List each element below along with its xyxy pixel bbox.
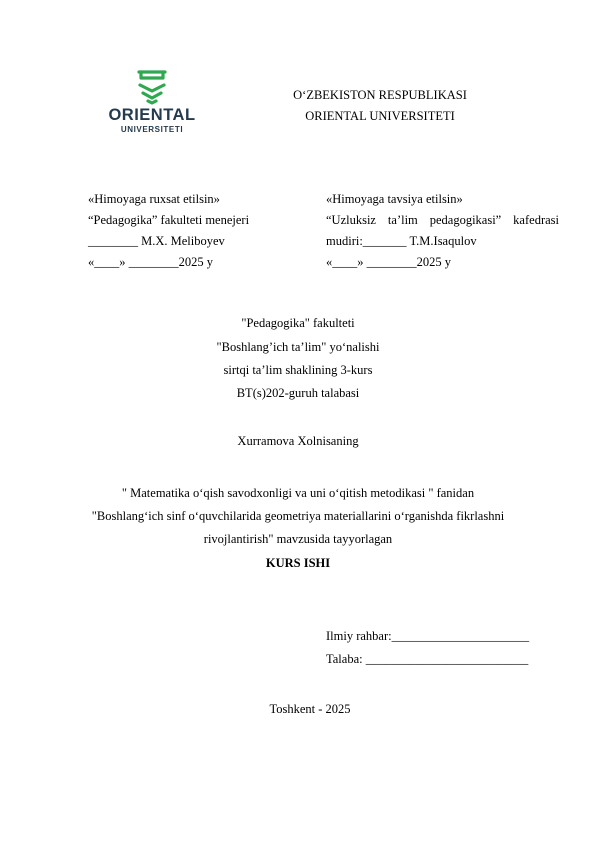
topic-title-line1: "Boshlang‘ich sinf o‘quvchilarida geometriya materiallarini o‘rganishda fikrlashni <box>91 509 505 523</box>
approval-left <box>88 189 288 273</box>
republic-title: O‘ZBEKISTON RESPUBLIKASI <box>293 88 467 102</box>
approval-left-position: “Pedagogika” fakulteti menejeri <box>88 213 250 227</box>
student-name: Xurramova Xolnisaning <box>237 434 359 448</box>
logo-subtitle: UNIVERSITETI <box>120 125 184 134</box>
group-line: BT(s)202-guruh talabasi <box>236 386 360 400</box>
oriental-university-emblem-icon <box>104 68 200 108</box>
work-type: KURS ISHI <box>265 556 331 570</box>
topic-title-line2: rivojlantirish" mavzusida tayyorlagan <box>203 532 393 546</box>
logo-wordmark: ORIENTAL <box>108 106 196 124</box>
approval-left-signature: ________ M.X. Meliboyev <box>88 234 225 248</box>
approval-right-signature: mudiri:_______ T.M.Isaqulov <box>326 234 477 248</box>
university-title: ORIENTAL UNIVERSITETI <box>305 109 455 123</box>
university-logo <box>104 68 200 138</box>
subject-line: " Matematika o‘qish savodxonligi va uni o‘qitish metodikasi " fanidan <box>121 486 475 500</box>
approval-left-heading: «Himoyaga ruxsat etilsin» <box>88 192 220 206</box>
approval-right-heading: «Himoyaga tavsiya etilsin» <box>326 192 463 206</box>
approval-right-date: «____» ________2025 y <box>326 255 451 269</box>
direction-line: "Boshlang’ich ta’lim" yo‘nalishi <box>216 340 380 354</box>
place-year: Toshkent - 2025 <box>269 702 351 716</box>
approval-right <box>326 189 559 273</box>
approval-left-date: «____» ________2025 y <box>88 255 213 269</box>
supervisor-signature: Ilmiy rahbar:______________________ <box>326 629 530 643</box>
faculty-line: "Pedagogika" fakulteti <box>241 316 355 330</box>
student-signature: Talaba: __________________________ <box>326 652 529 666</box>
study-form-line: sirtqi ta’lim shaklining 3-kurs <box>223 363 373 377</box>
approval-right-department: “Uzluksiz ta’lim pedagogikasi” kafedrasi <box>326 213 559 227</box>
